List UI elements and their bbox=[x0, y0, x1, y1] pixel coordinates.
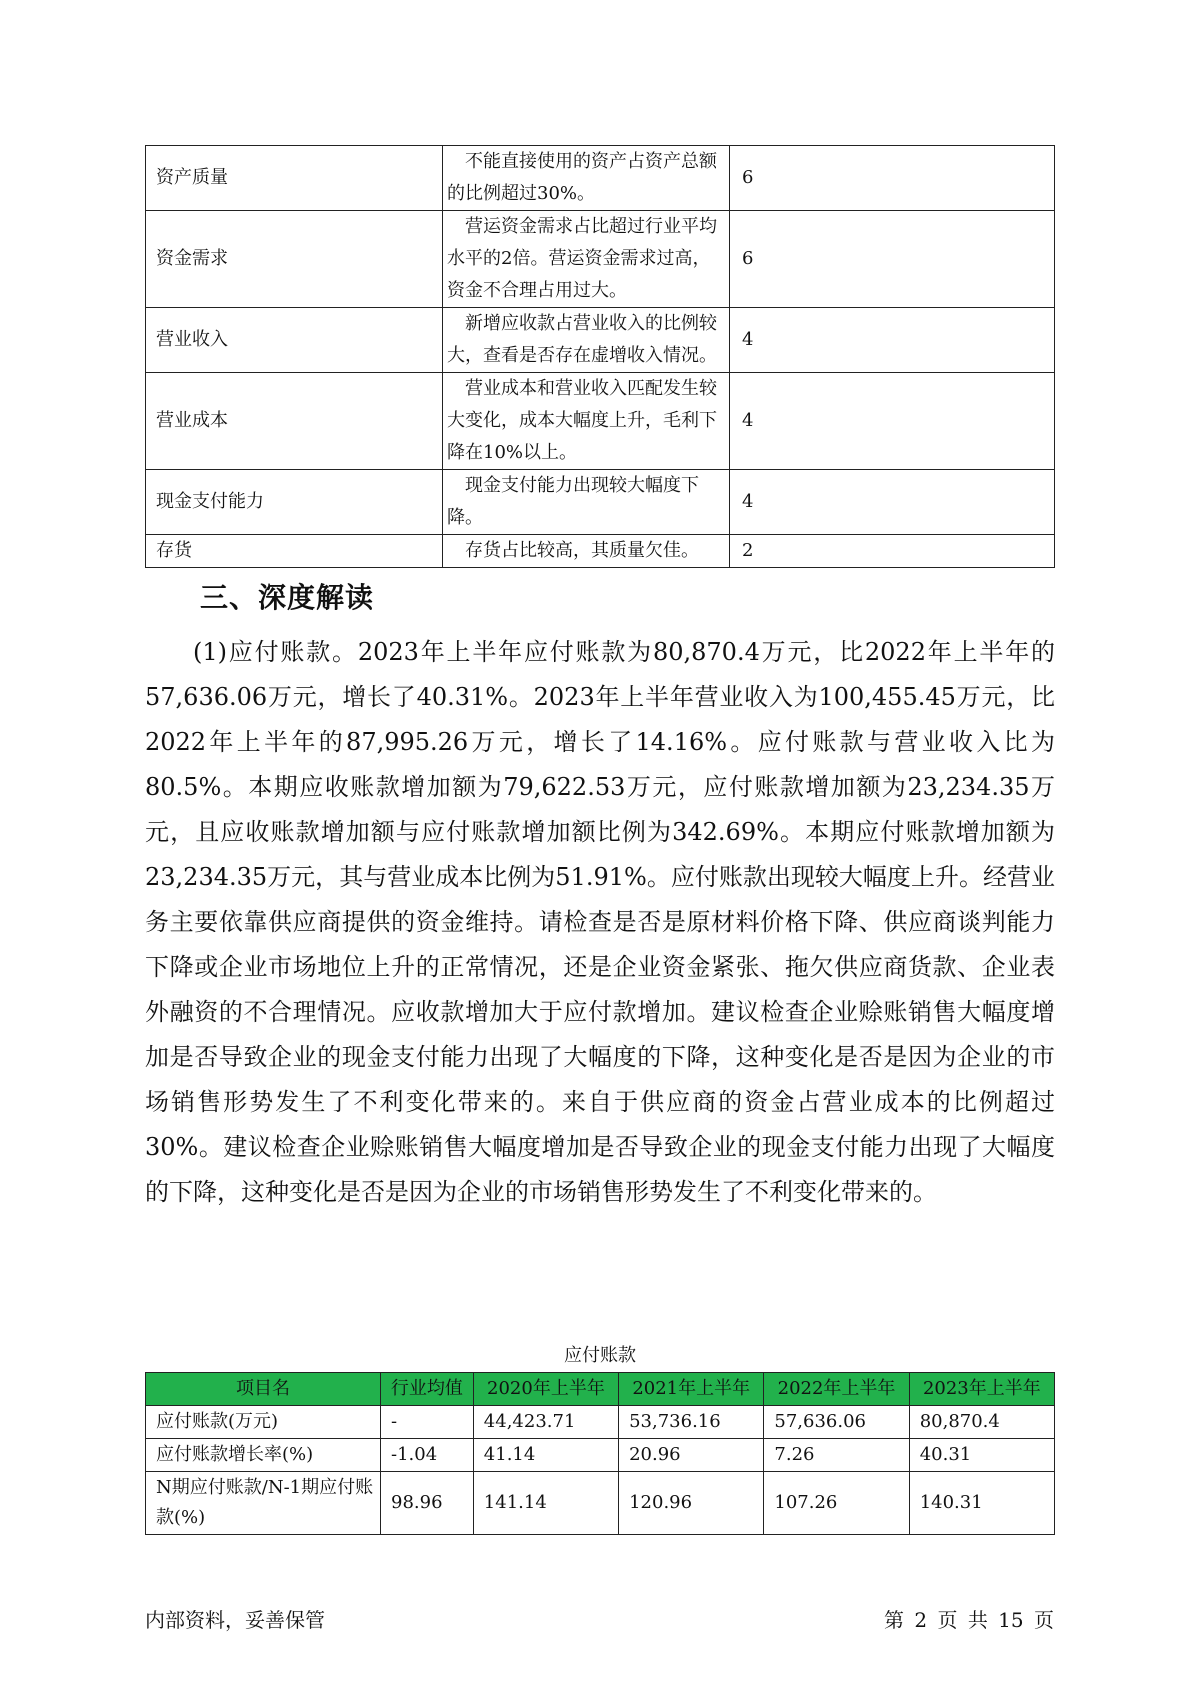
analysis-paragraph: (1)应付账款。2023年上半年应付账款为80,870.4万元，比2022年上半年的57,636.06万元，增长了40.31%。2023年上半年营业收入为100,455.45万元，比2022年上半年的87,995.26万元，增长了14.16%。应付账款与营业收入比为80.5%。本期应收账款增加额为79,622.53万元，应付账款增加额为23,234.35万元，且应收账款增加额与应付账款增加额比例为342.69%。本期应付账款增加额为23,234.35万元，其与营业成本比例为51.91%。应付账款出现较大幅度上升。经营业务主要依靠供应商提供的资金维持。请检查是否是原材料价格下降、供应商谈判能力下降或企业市场地位上升的正常情况，还是企业资金紧张、拖欠供应商货款、企业表外融资的不合理情况。应收款增加大于应付款增加。建议检查企业赊账销售大幅度增加是否导致企业的现金支付能力出现了大幅度的下降，这种变化是否是因为企业的市场销售形势发生了不利变化带来的。来自于供应商的资金占营业成本的比例超过30%。建议检查企业赊账销售大幅度增加是否导致企业的现金支付能力出现了大幅度的下降，这种变化是否是因为企业的市场销售形势发生了不利变化带来的。 bbox=[145, 638, 1055, 1206]
table-cell: 7.26 bbox=[764, 1439, 909, 1472]
table-cell: 20.96 bbox=[619, 1439, 764, 1472]
risk-item-name: 营业收入 bbox=[146, 308, 443, 373]
risk-item-description: 存货占比较高，其质量欠佳。 bbox=[443, 535, 730, 568]
table-cell: 53,736.16 bbox=[619, 1406, 764, 1439]
risk-item-name: 存货 bbox=[146, 535, 443, 568]
risk-item-score: 4 bbox=[730, 373, 1055, 470]
table-cell: - bbox=[381, 1406, 474, 1439]
table-row bbox=[146, 1439, 1055, 1472]
footer-confidential-note: 内部资料，妥善保管 bbox=[145, 1608, 325, 1632]
risk-item-score: 6 bbox=[730, 146, 1055, 211]
table-cell: N期应付账款/N-1期应付账款(%) bbox=[146, 1472, 381, 1535]
table-row bbox=[146, 470, 1055, 535]
table-row bbox=[146, 146, 1055, 211]
table-row bbox=[146, 373, 1055, 470]
risk-item-name: 资产质量 bbox=[146, 146, 443, 211]
table-caption: 应付账款 bbox=[564, 1345, 636, 1366]
table-cell: 41.14 bbox=[473, 1439, 618, 1472]
risk-item-score: 6 bbox=[730, 211, 1055, 308]
table-cell: 80,870.4 bbox=[909, 1406, 1054, 1439]
risk-item-description: 现金支付能力出现较大幅度下降。 bbox=[443, 470, 730, 535]
table-cell: 44,423.71 bbox=[473, 1406, 618, 1439]
table-row bbox=[146, 211, 1055, 308]
column-header: 2021年上半年 bbox=[619, 1373, 764, 1406]
table-cell: 应付账款(万元) bbox=[146, 1406, 381, 1439]
risk-item-score: 4 bbox=[730, 470, 1055, 535]
table-cell: 40.31 bbox=[909, 1439, 1054, 1472]
column-header: 项目名 bbox=[146, 1373, 381, 1406]
risk-item-score: 2 bbox=[730, 535, 1055, 568]
column-header: 2020年上半年 bbox=[473, 1373, 618, 1406]
table-row bbox=[146, 1406, 1055, 1439]
risk-item-description: 营业成本和营业收入匹配发生较大变化，成本大幅度上升，毛利下降在10%以上。 bbox=[443, 373, 730, 470]
table-cell: -1.04 bbox=[381, 1439, 474, 1472]
table-cell: 107.26 bbox=[764, 1472, 909, 1535]
table-cell: 57,636.06 bbox=[764, 1406, 909, 1439]
risk-item-description: 营运资金需求占比超过行业平均水平的2倍。营运资金需求过高，资金不合理占用过大。 bbox=[443, 211, 730, 308]
table-header-row bbox=[146, 1373, 1055, 1406]
risk-item-description: 新增应收款占营业收入的比例较大，查看是否存在虚增收入情况。 bbox=[443, 308, 730, 373]
table-row bbox=[146, 1472, 1055, 1535]
column-header: 行业均值 bbox=[381, 1373, 474, 1406]
risk-item-name: 资金需求 bbox=[146, 211, 443, 308]
accounts-payable-table bbox=[145, 1372, 1055, 1535]
risk-item-description: 不能直接使用的资产占资产总额的比例超过30%。 bbox=[443, 146, 730, 211]
table-cell: 141.14 bbox=[473, 1472, 618, 1535]
table-row bbox=[146, 535, 1055, 568]
table-cell: 120.96 bbox=[619, 1472, 764, 1535]
risk-item-name: 现金支付能力 bbox=[146, 470, 443, 535]
table-cell: 应付账款增长率(%) bbox=[146, 1439, 381, 1472]
column-header: 2023年上半年 bbox=[909, 1373, 1054, 1406]
risk-item-score: 4 bbox=[730, 308, 1055, 373]
page-number: 第 2 页 共 15 页 bbox=[884, 1608, 1054, 1632]
table-cell: 98.96 bbox=[381, 1472, 474, 1535]
column-header: 2022年上半年 bbox=[764, 1373, 909, 1406]
risk-item-name: 营业成本 bbox=[146, 373, 443, 470]
table-row bbox=[146, 308, 1055, 373]
risk-indicator-table bbox=[145, 145, 1055, 568]
table-cell: 140.31 bbox=[909, 1472, 1054, 1535]
section-heading: 三、深度解读 bbox=[200, 581, 375, 614]
